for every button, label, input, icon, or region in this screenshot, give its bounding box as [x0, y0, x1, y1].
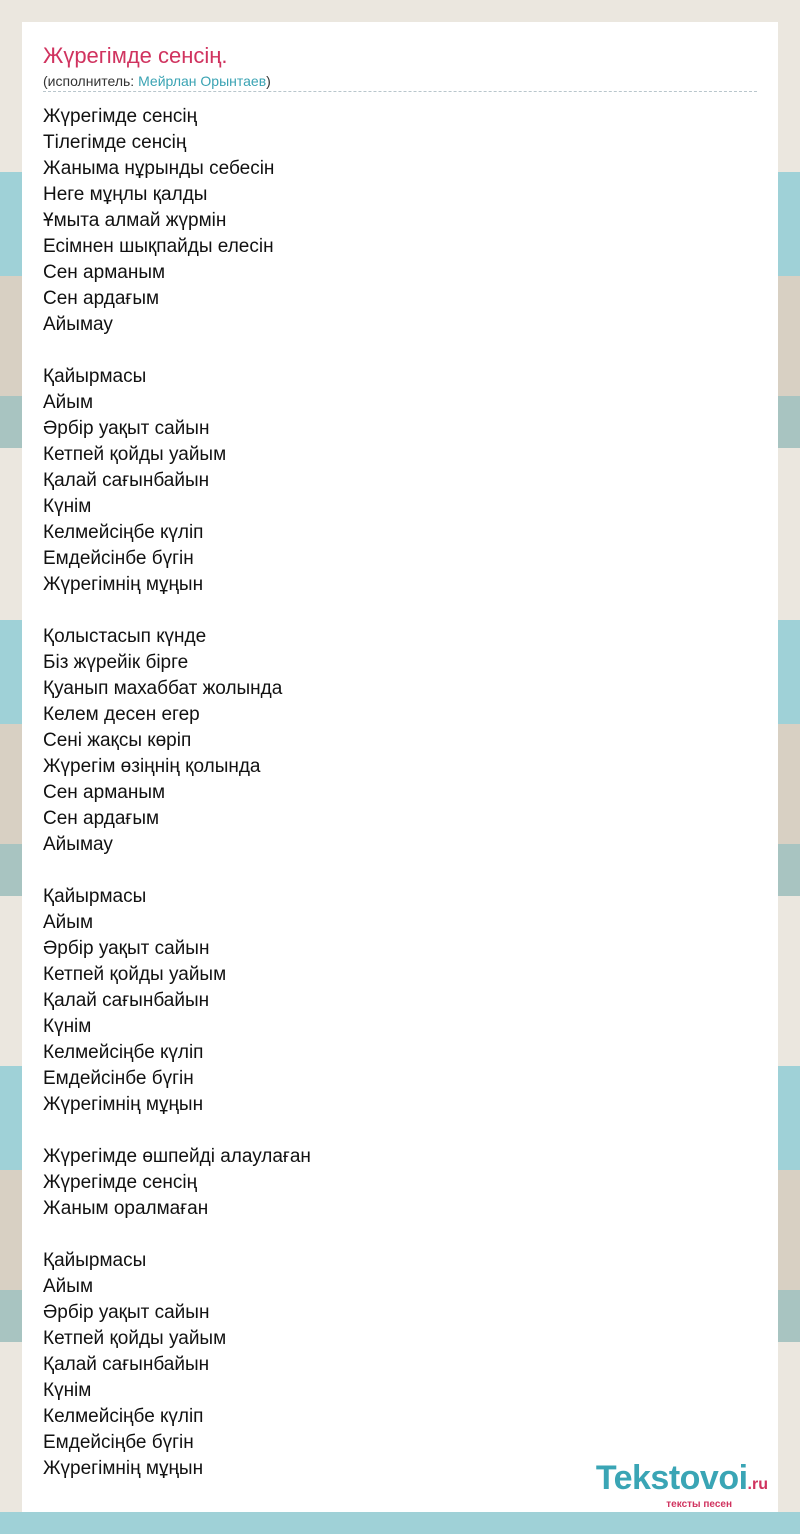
logo-tagline: тексты песен	[666, 1499, 732, 1510]
lyric-line: Қалай сағынбайын	[43, 1354, 210, 1375]
lyric-line: Сен ардағым	[43, 288, 160, 309]
lyric-line: Кетпей қойды уайым	[43, 444, 227, 465]
lyrics-card	[22, 22, 778, 1512]
lyric-line: Келмейсіңбе күліп	[43, 1042, 204, 1063]
lyric-line: Жүрегімнің мұңын	[43, 1458, 204, 1479]
stanza-break	[43, 338, 757, 364]
stanza-break	[43, 1222, 757, 1248]
stanza-break	[43, 1118, 757, 1144]
lyric-line: Айым	[43, 1276, 94, 1297]
lyric-line: Айым	[43, 912, 94, 933]
lyric-line: Айымау	[43, 314, 113, 335]
lyric-line: Келмейсіңбе күліп	[43, 1406, 204, 1427]
lyric-line: Емдейсінбе бүгін	[43, 548, 194, 569]
logo-tld: .ru	[747, 1476, 768, 1493]
lyric-line: Кетпей қойды уайым	[43, 1328, 227, 1349]
lyric-line: Кетпей қойды уайым	[43, 964, 227, 985]
stanza-break	[43, 858, 757, 884]
lyric-line: Келем десен егер	[43, 704, 200, 725]
lyric-line: Сен арманым	[43, 782, 166, 803]
lyric-line: Келмейсіңбе күліп	[43, 522, 204, 543]
logo-name: Tekstovoi	[595, 1459, 748, 1497]
lyric-line: Қуанып махаббат жолында	[43, 678, 283, 699]
lyric-line: Ұмыта алмай жүрмін	[43, 210, 227, 231]
lyric-line: Сені жақсы көріп	[43, 730, 192, 751]
lyric-line: Емдейсінбе бүгін	[43, 1068, 194, 1089]
lyric-line: Әрбір уақыт сайын	[43, 1302, 210, 1323]
lyric-line: Күнім	[43, 496, 92, 517]
lyric-line: Тілегімде сенсің	[43, 132, 187, 153]
lyric-line: Қолыстасып күнде	[43, 626, 207, 647]
lyric-line: Қайырмасы	[43, 366, 147, 387]
lyric-line: Қалай сағынбайын	[43, 990, 210, 1011]
lyric-line: Айымау	[43, 834, 113, 855]
artist-suffix: )	[266, 73, 271, 89]
artist-line	[43, 72, 757, 90]
lyric-line: Сен арманым	[43, 262, 166, 283]
lyric-line: Күнім	[43, 1380, 92, 1401]
lyrics-text	[43, 104, 757, 1482]
artist-link[interactable]: Мейрлан Орынтаев	[138, 73, 267, 89]
lyric-line: Айым	[43, 392, 94, 413]
lyric-line: Әрбір уақыт сайын	[43, 418, 210, 439]
lyric-line: Қалай сағынбайын	[43, 470, 210, 491]
lyric-line: Күнім	[43, 1016, 92, 1037]
lyric-line: Сен ардағым	[43, 808, 160, 829]
title-divider	[43, 91, 757, 92]
lyric-line: Есімнен шықпайды елесін	[43, 236, 274, 257]
lyric-line: Емдейсіңбе бүгін	[43, 1432, 194, 1453]
lyric-line: Қайырмасы	[43, 886, 147, 907]
lyric-line: Жаныма нұрынды себесін	[43, 158, 275, 179]
lyric-line: Жүрегім өзіңнің қолында	[43, 756, 261, 777]
lyric-line: Жүрегімнің мұңын	[43, 1094, 204, 1115]
lyric-line: Әрбір уақыт сайын	[43, 938, 210, 959]
lyric-line: Жүрегімде сенсің	[43, 1172, 198, 1193]
lyric-line: Жүрегімде сенсің	[43, 106, 198, 127]
lyric-line: Біз жүрейік бірге	[43, 652, 189, 673]
lyric-line: Жүрегімде өшпейді алаулаған	[43, 1146, 311, 1167]
lyric-line: Жүрегімнің мұңын	[43, 574, 204, 595]
lyric-line: Жаным оралмаған	[43, 1198, 209, 1219]
artist-prefix: (исполнитель:	[43, 73, 139, 89]
site-logo[interactable]	[596, 1461, 768, 1510]
lyric-line: Қайырмасы	[43, 1250, 147, 1271]
lyric-line: Неге мұңлы қалды	[43, 184, 208, 205]
stanza-break	[43, 598, 757, 624]
song-title: Жүрегімде сенсің.	[43, 43, 228, 68]
